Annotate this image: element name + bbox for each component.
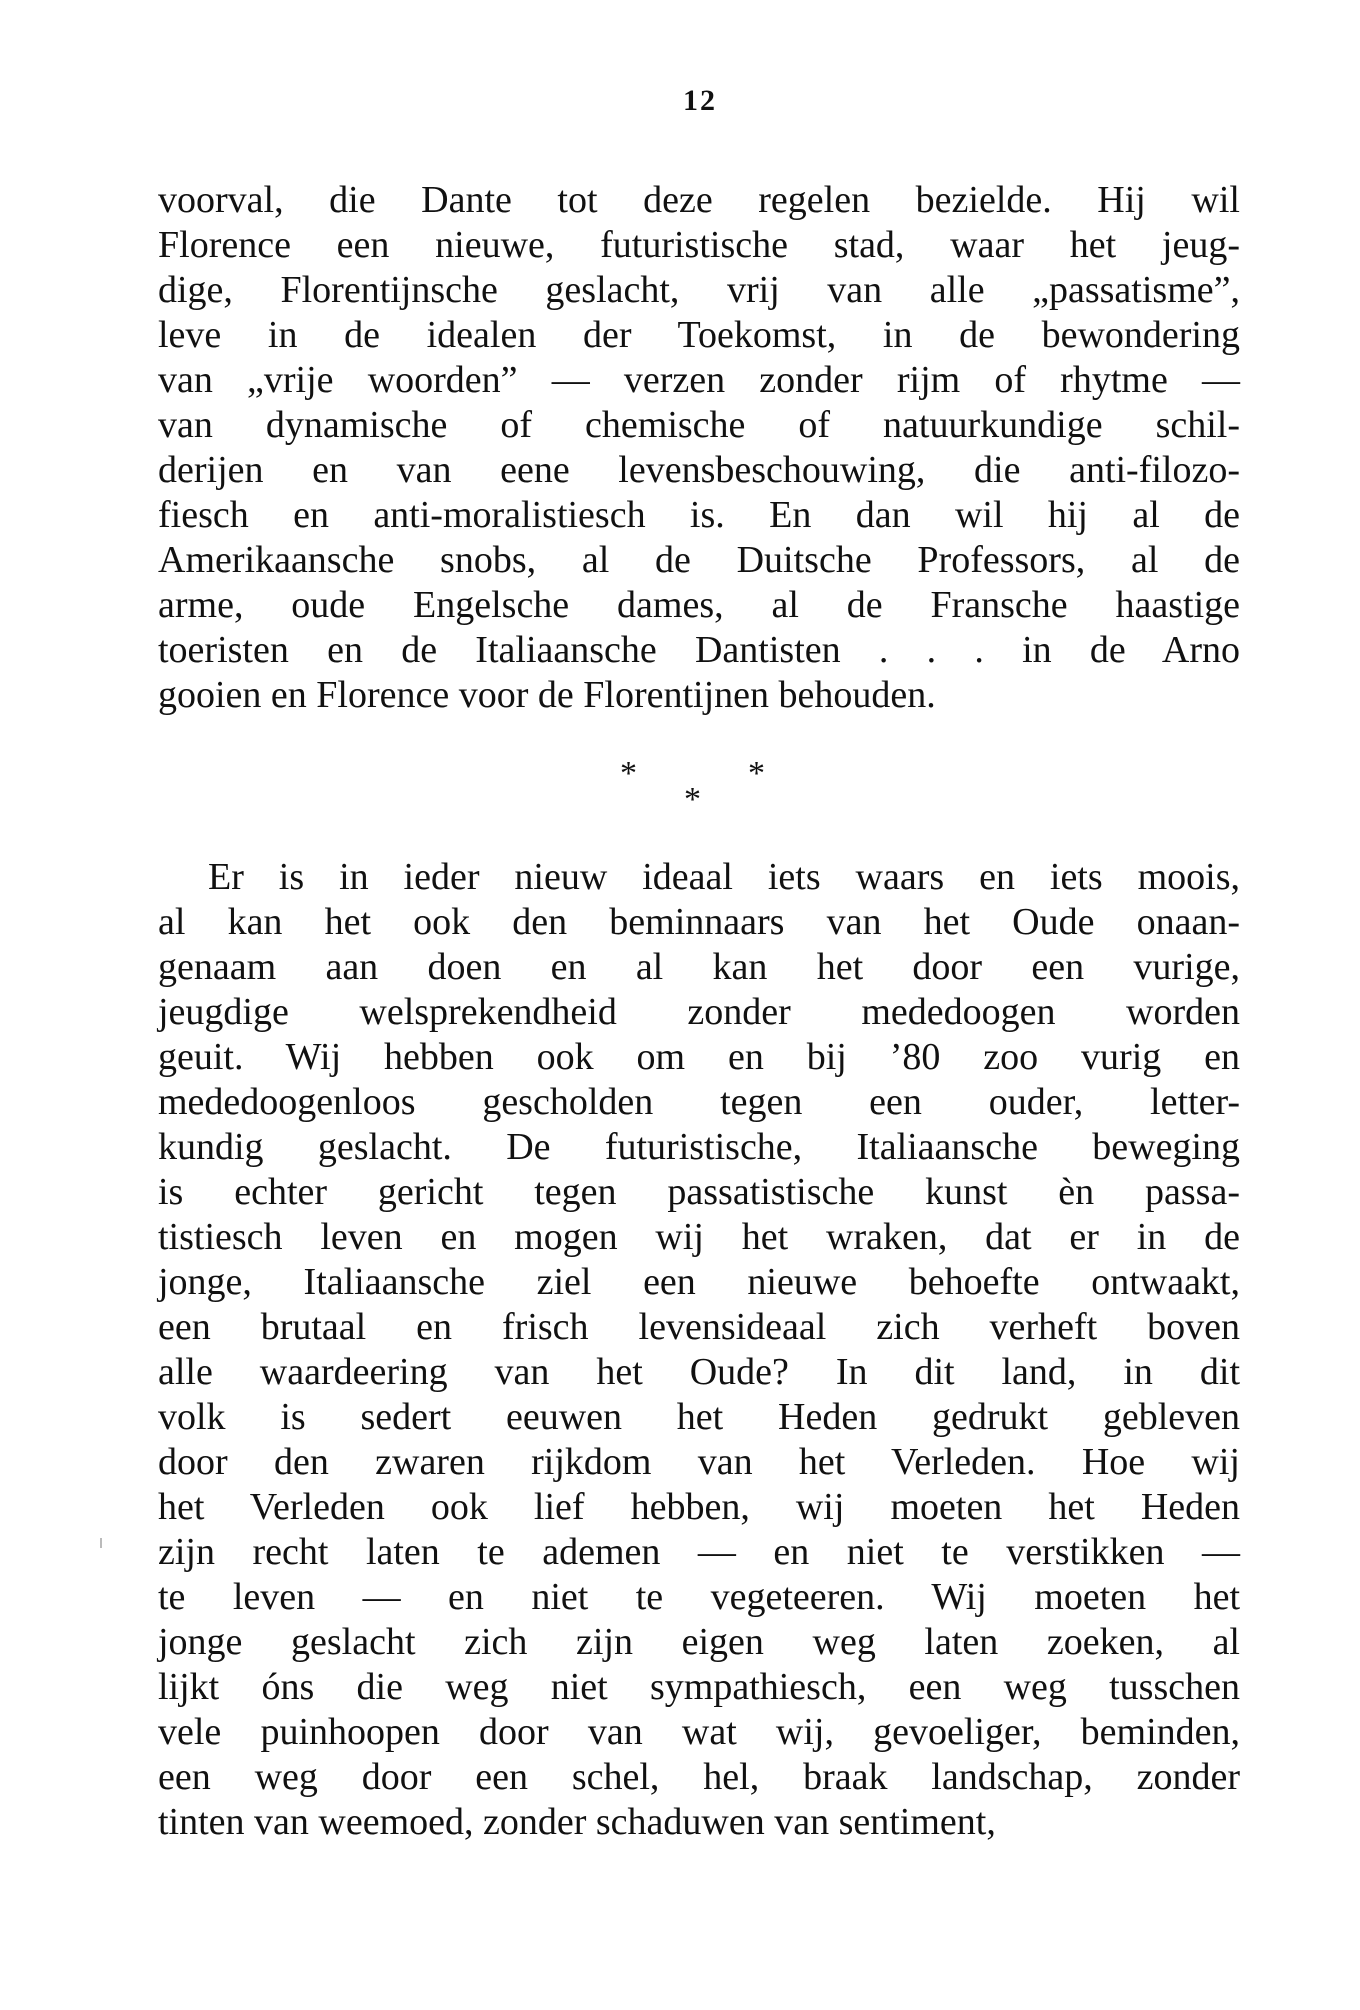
text-line: een brutaal en frisch levensideaal zich verheft boven [158,1306,1240,1348]
paragraph-2 [158,855,1240,1845]
text-line: van „vrije woorden” — verzen zonder rijm of rhytme — [158,359,1240,401]
text-line: kundig geslacht. De futuristische, Italiaansche beweging [158,1126,1240,1168]
text-line: het Verleden ook lief hebben, wij moeten het Heden [158,1486,1240,1528]
text-line: tistiesch leven en mogen wij het wraken, dat er in de [158,1216,1240,1258]
paragraph-1 [158,178,1240,718]
text-line: geuit. Wij hebben ook om en bij ’80 zoo vurig en [158,1036,1240,1078]
text-line: jonge, Italiaansche ziel een nieuwe behoefte ontwaakt, [158,1261,1240,1303]
text-line: jeugdige welsprekendheid zonder mededoogen worden [158,991,1240,1033]
text-line: arme, oude Engelsche dames, al de Fransche haastige [158,584,1240,626]
text-line: alle waardeering van het Oude? In dit land, in dit [158,1351,1240,1393]
text-line: fiesch en anti-moralistiesch is. En dan wil hij al de [158,494,1240,536]
text-line: van dynamische of chemische of natuurkundige schil- [158,404,1240,446]
asterisk: * [684,781,701,818]
asterisk: * [620,755,637,792]
asterisk: * [748,755,765,792]
text-line: jonge geslacht zich zijn eigen weg laten zoeken, al [158,1621,1240,1663]
text-line: Er is in ieder nieuw ideaal iets waars en iets moois, [208,856,1240,898]
print-mark [100,1538,102,1548]
page-number: 12 [683,84,717,117]
text-line: vele puinhoopen door van wat wij, gevoeliger, beminden, [158,1711,1240,1753]
text-line: dige, Florentijnsche geslacht, vrij van alle „passatisme”, [158,269,1240,311]
text-line: door den zwaren rijkdom van het Verleden. Hoe wij [158,1441,1240,1483]
text-line: volk is sedert eeuwen het Heden gedrukt gebleven [158,1396,1240,1438]
text-line: is echter gericht tegen passatistische kunst èn passa- [158,1171,1240,1213]
text-line: derijen en van eene levensbeschouwing, die anti-filozo- [158,449,1240,491]
text-line: leve in de idealen der Toekomst, in de bewondering [158,314,1240,356]
text-line: Amerikaansche snobs, al de Duitsche Professors, al de [158,539,1240,581]
text-line: mededoogenloos gescholden tegen een ouder, letter- [158,1081,1240,1123]
text-line: genaam aan doen en al kan het door een vurige, [158,946,1240,988]
text-line: toeristen en de Italiaansche Dantisten . . . in de Arno [158,629,1240,671]
text-line: een weg door een schel, hel, braak landschap, zonder [158,1756,1240,1798]
text-line: zijn recht laten te ademen — en niet te verstikken — [158,1531,1240,1573]
text-line: gooien en Florence voor de Florentijnen behouden. [158,674,936,716]
text-line: te leven — en niet te vegeteeren. Wij moeten het [158,1576,1240,1618]
text-line: lijkt óns die weg niet sympathiesch, een weg tusschen [158,1666,1240,1708]
text-line: al kan het ook den beminnaars van het Oude onaan- [158,901,1240,943]
text-line: voorval, die Dante tot deze regelen bezielde. Hij wil [158,179,1240,221]
text-line: tinten van weemoed, zonder schaduwen van sentiment, [158,1801,996,1843]
section-separator [620,755,780,818]
text-line: Florence een nieuwe, futuristische stad, waar het jeug- [158,224,1240,266]
